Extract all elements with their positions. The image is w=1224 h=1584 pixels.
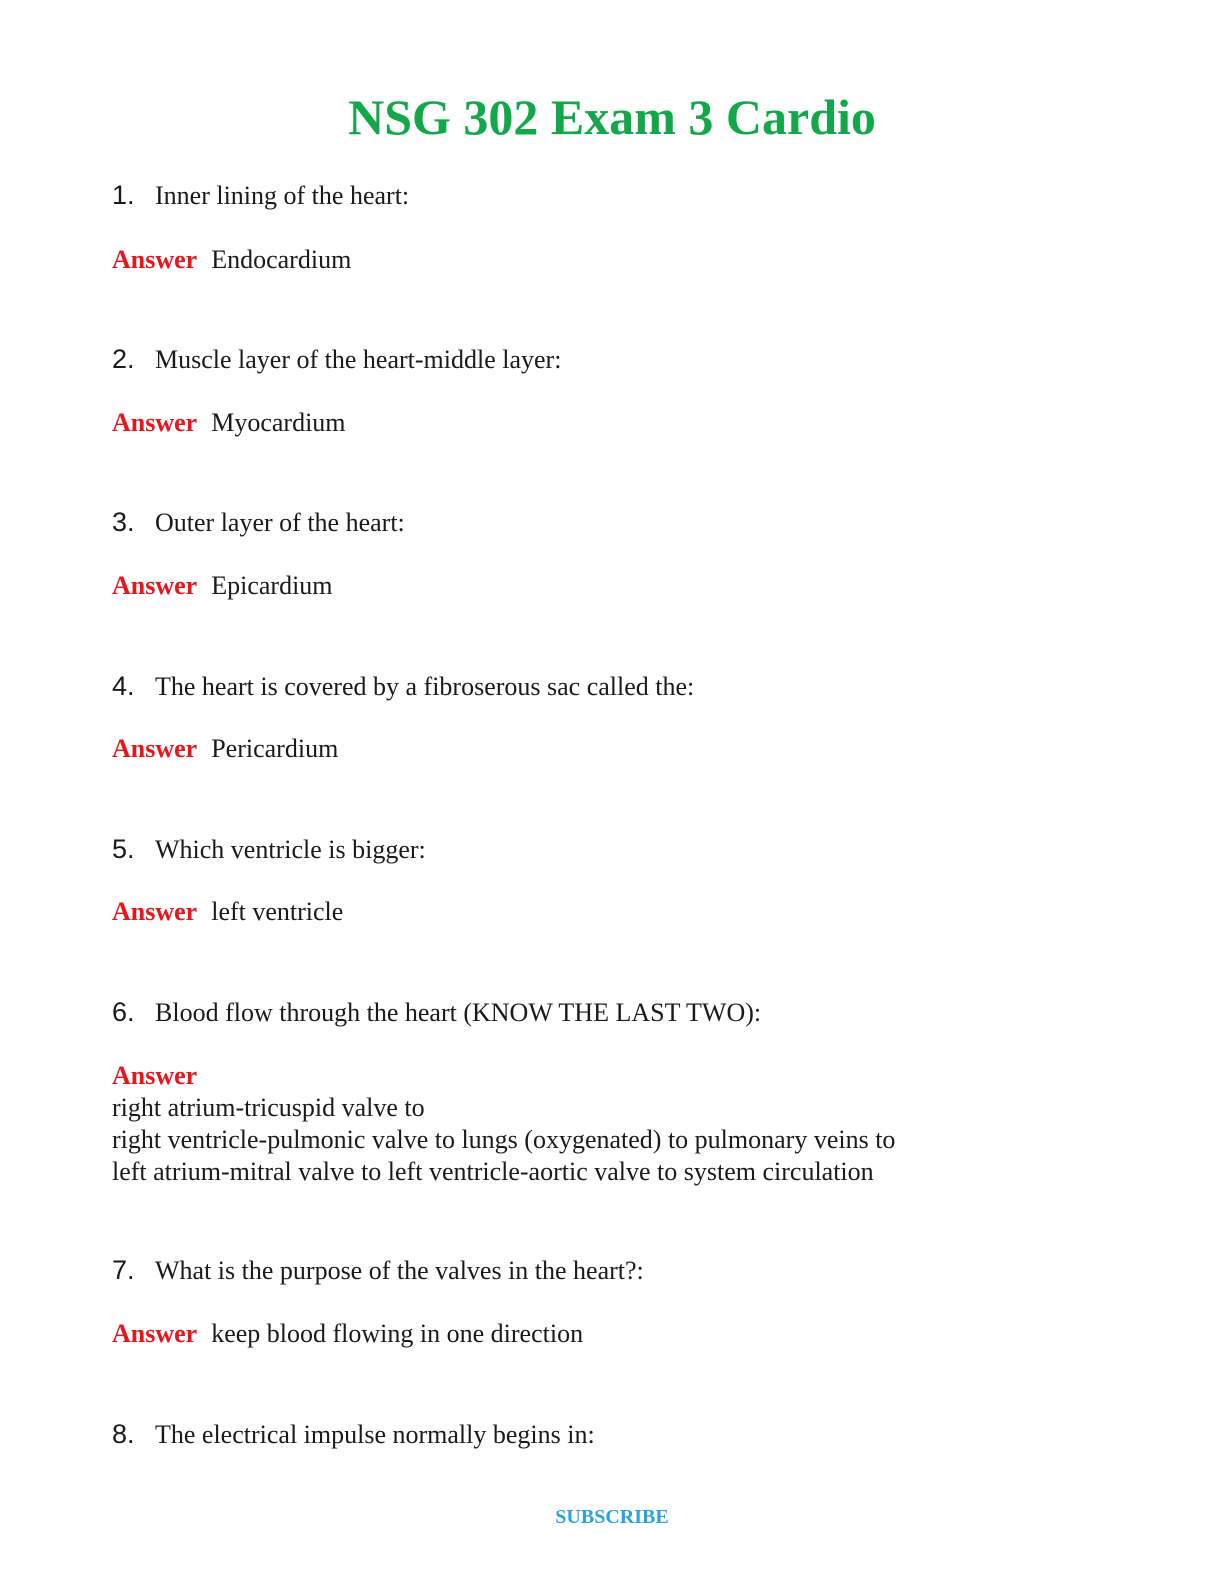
answer-label: Answer [112,734,198,763]
answer-text: keep blood flowing in one direction [211,1319,584,1348]
answer-3 [112,566,333,606]
question-text: Which ventricle is bigger: [155,835,426,864]
answer-2 [112,403,346,443]
answer-label: Answer [112,245,198,274]
question-text: The heart is covered by a fibroserous sac called the: [155,672,695,701]
answer-4 [112,729,338,769]
question-text: What is the purpose of the valves in the heart?: [155,1256,644,1285]
answer-line: right ventricle-pulmonic valve to lungs (oxygenated) to pulmonary veins to [112,1125,896,1154]
question-number: 3. [112,507,135,537]
question-number: 5. [112,834,135,864]
question-text: Outer layer of the heart: [155,508,405,537]
question-number: 4. [112,671,135,701]
answer-text: Endocardium [211,245,352,274]
question-5 [112,829,426,869]
answer-label: Answer [112,408,198,437]
question-1 [112,175,409,215]
answer-text: left ventricle [211,897,344,926]
question-text: The electrical impulse normally begins in: [155,1420,595,1449]
question-number: 6. [112,997,135,1027]
page-title: NSG 302 Exam 3 Cardio [348,89,876,145]
question-text: Blood flow through the heart (KNOW THE LAST TWO): [155,998,762,1027]
question-8 [112,1414,595,1454]
question-number: 7. [112,1255,135,1285]
answer-text: Epicardium [211,571,333,600]
answer-7 [112,1314,583,1354]
question-2 [112,339,561,379]
answer-text: Myocardium [211,408,346,437]
question-number: 1. [112,180,135,210]
answer-label: Answer [112,1061,198,1090]
answer-label: Answer [112,571,198,600]
answer-line: right atrium-tricuspid valve to [112,1093,425,1122]
answer-1 [112,240,351,280]
question-3 [112,502,405,542]
question-number: 2. [112,344,135,374]
answer-6 [112,1060,895,1188]
answer-5 [112,892,343,932]
question-text: Inner lining of the heart: [155,181,410,210]
question-text: Muscle layer of the heart-middle layer: [155,345,562,374]
answer-text: Pericardium [211,734,339,763]
answer-line: left atrium-mitral valve to left ventricle-aortic valve to system circulation [112,1157,874,1186]
question-4 [112,666,694,706]
answer-label: Answer [112,1319,198,1348]
answer-label: Answer [112,897,198,926]
question-7 [112,1250,644,1290]
question-6 [112,992,761,1032]
question-number: 8. [112,1419,135,1449]
subscribe-link[interactable]: SUBSCRIBE [555,1506,669,1528]
